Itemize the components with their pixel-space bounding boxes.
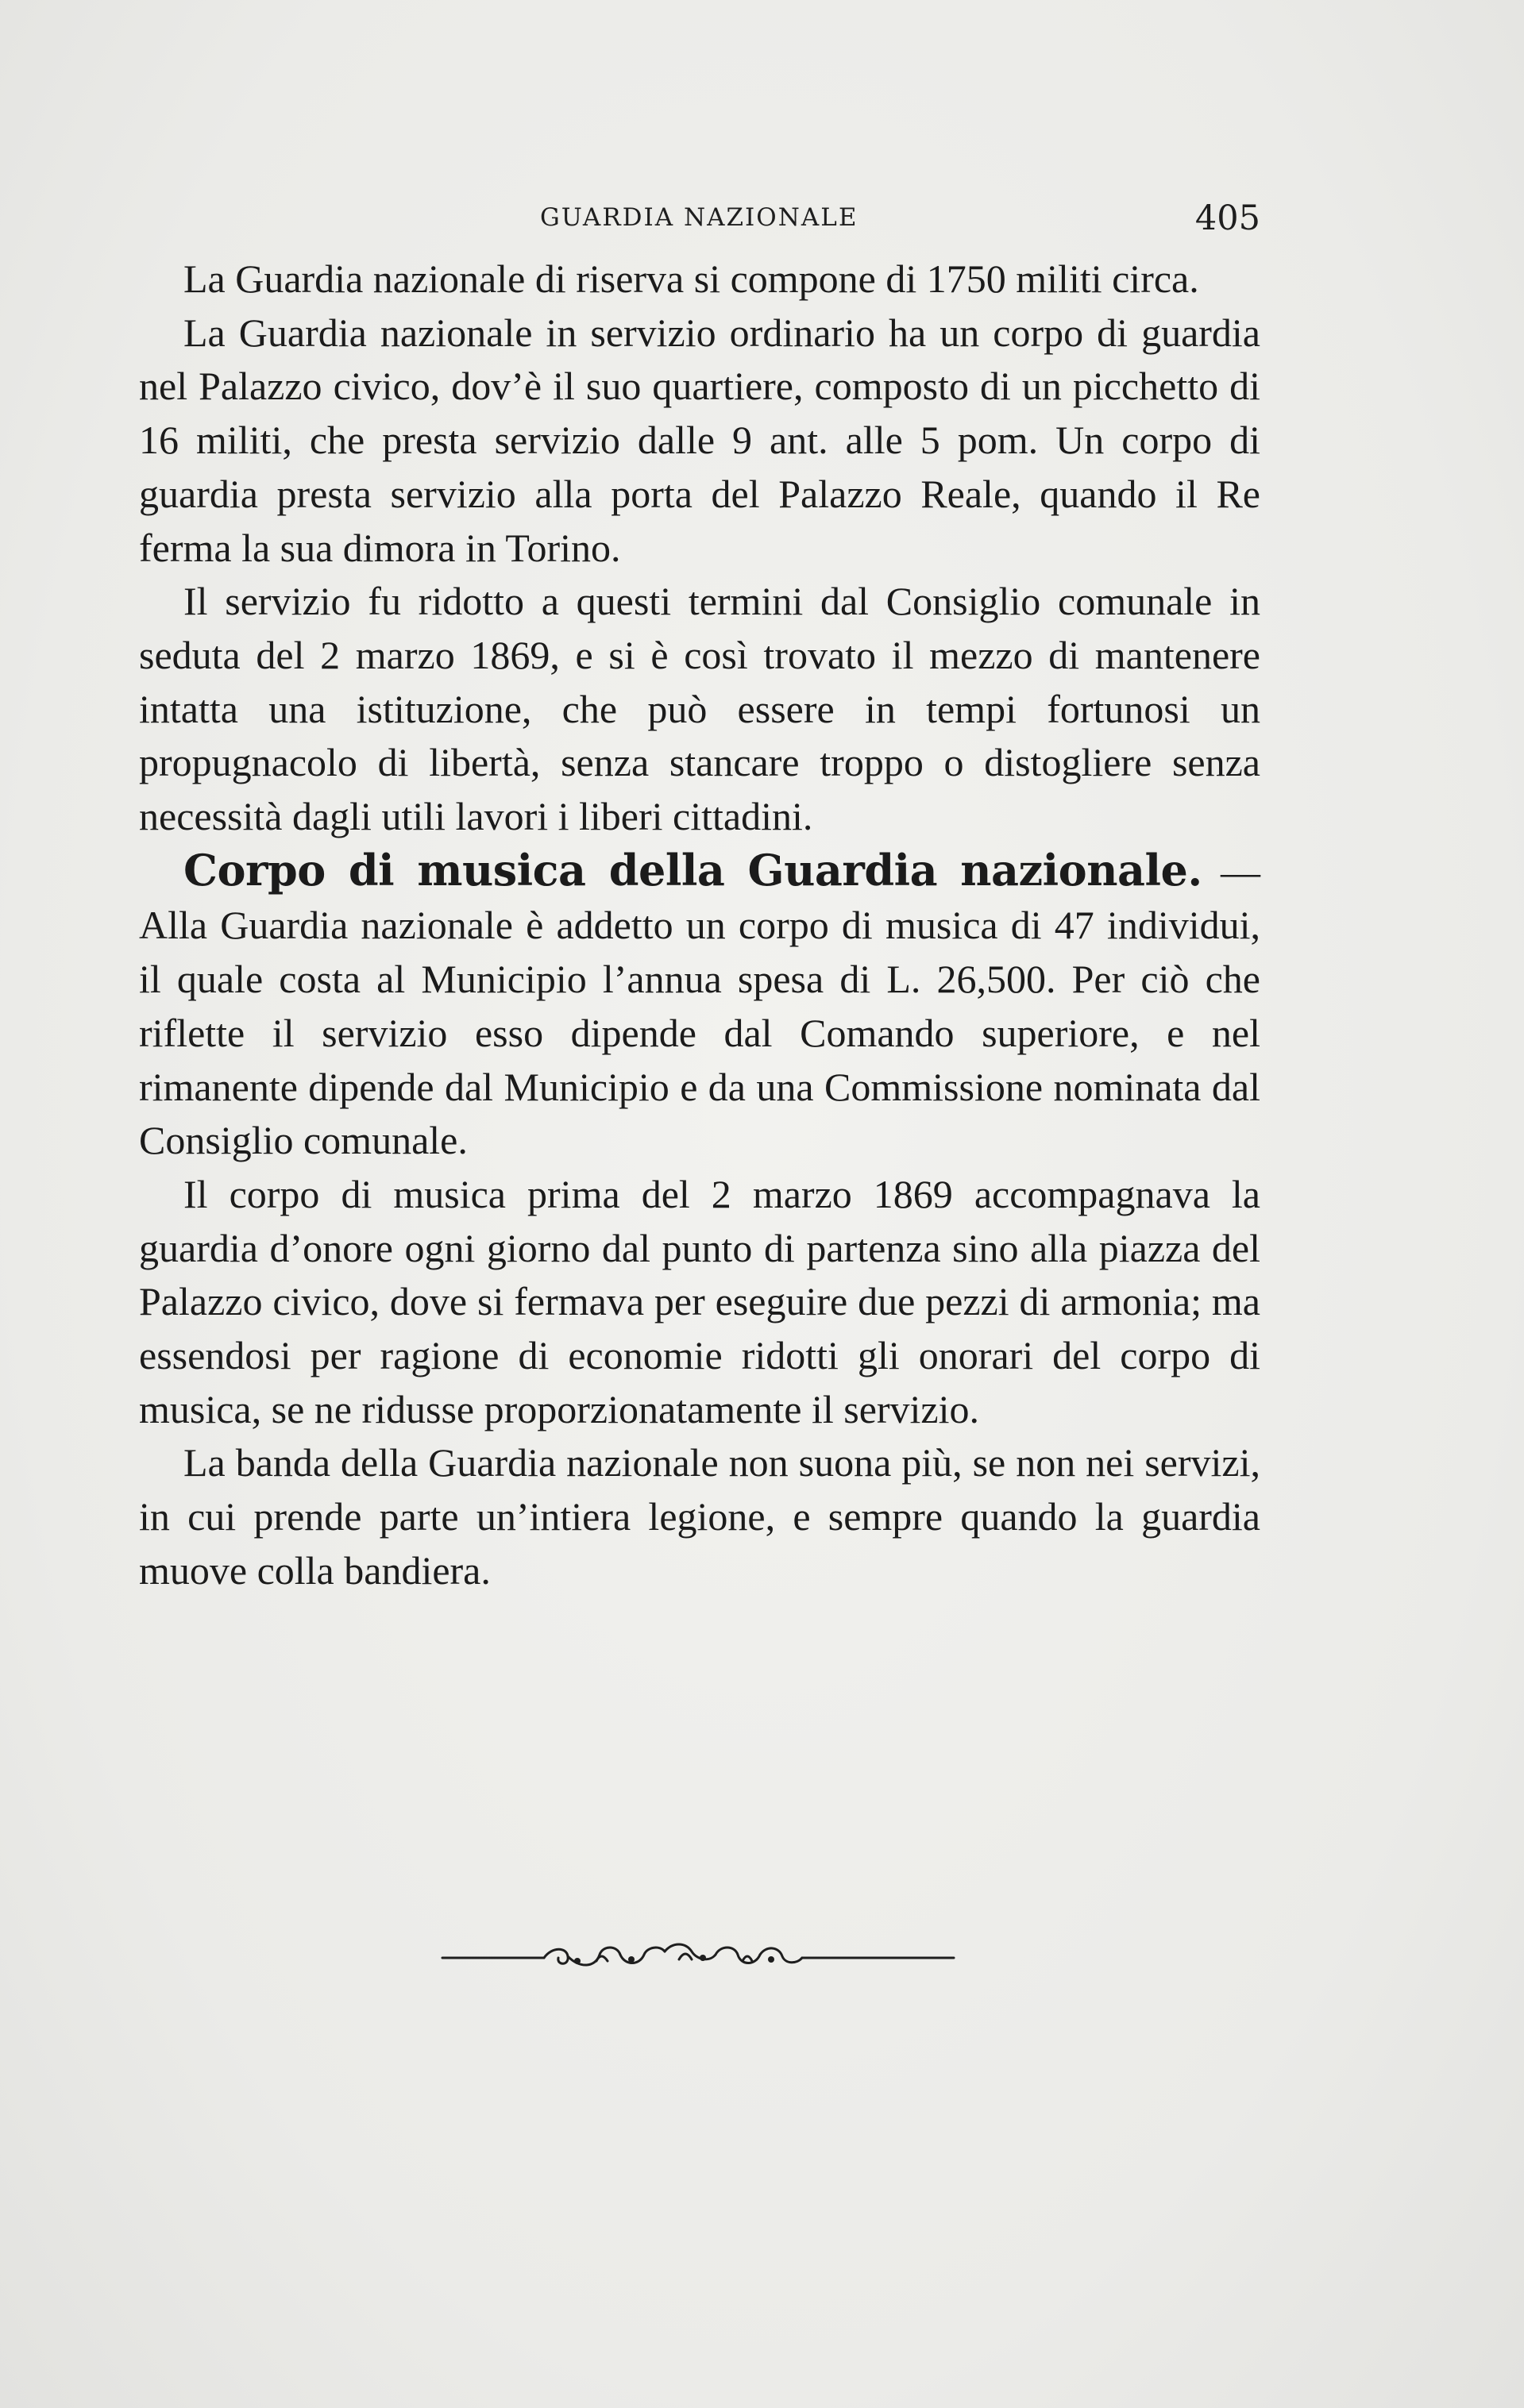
paragraph-servizio-ridotto: Il servizio fu ridotto a questi termini dal Consiglio comunale in seduta del 2 marzo 1869, e si è così trovato il mezzo di mantenere intatta una istituzione, che può essere in tempi fortunosi un propugnacolo di libertà, senza stancare troppo o distogliere senza necessità dagli utili lavori i liberi cittadini.	[139, 579, 1260, 839]
section-heading: Corpo di musica della Guardia nazionale.	[183, 844, 1202, 896]
paragraph-riserva: La Guardia nazionale di riserva si compone di 1750 militi circa.	[183, 256, 1199, 301]
page-number: 405	[1194, 198, 1260, 238]
running-title: GUARDIA NAZIONALE	[540, 203, 858, 232]
paragraph-corpo-musica	[139, 844, 1260, 1168]
section-body: — Alla Guardia nazionale è addetto un corpo di musica di 47 individui, il quale costa al Municipio l’annua spesa di L. 26,500. Per ciò che riflette il servizio esso dipende dal Comando superiore, e nel rimanente dipende dal Municipio e da una Commissione nominata dal Consiglio comunale.	[139, 849, 1260, 1163]
running-head	[0, 198, 1524, 246]
paragraph-servizio-ordinario: La Guardia nazionale in servizio ordinario ha un corpo di guardia nel Palazzo civico, dov’è il suo quartiere, composto di un picchetto di 16 militi, che presta servizio dalle 9 ant. alle 5 pom. Un corpo di guardia presta servizio alla porta del Palazzo Reale, quando il Re ferma la sua dimora in Torino.	[139, 310, 1260, 570]
paragraph-banda: La banda della Guardia nazionale non suona più, se non nei servizi, in cui prende parte un’intiera legione, e sempre quando la guardia muove colla bandiera.	[139, 1440, 1260, 1593]
paragraph-guardia-onore: Il corpo di musica prima del 2 marzo 1869 accompagnava la guardia d’onore ogni giorno dal punto di partenza sino alla piazza del Palazzo civico, dove si fermava per eseguire due pezzi di armonia; ma essendosi per ragione di economie ridotti gli onorari del corpo di musica, se ne ridusse proporzionatamente il servizio.	[139, 1171, 1260, 1431]
decorative-divider-icon	[441, 1931, 957, 1978]
body-text	[139, 252, 1260, 1598]
